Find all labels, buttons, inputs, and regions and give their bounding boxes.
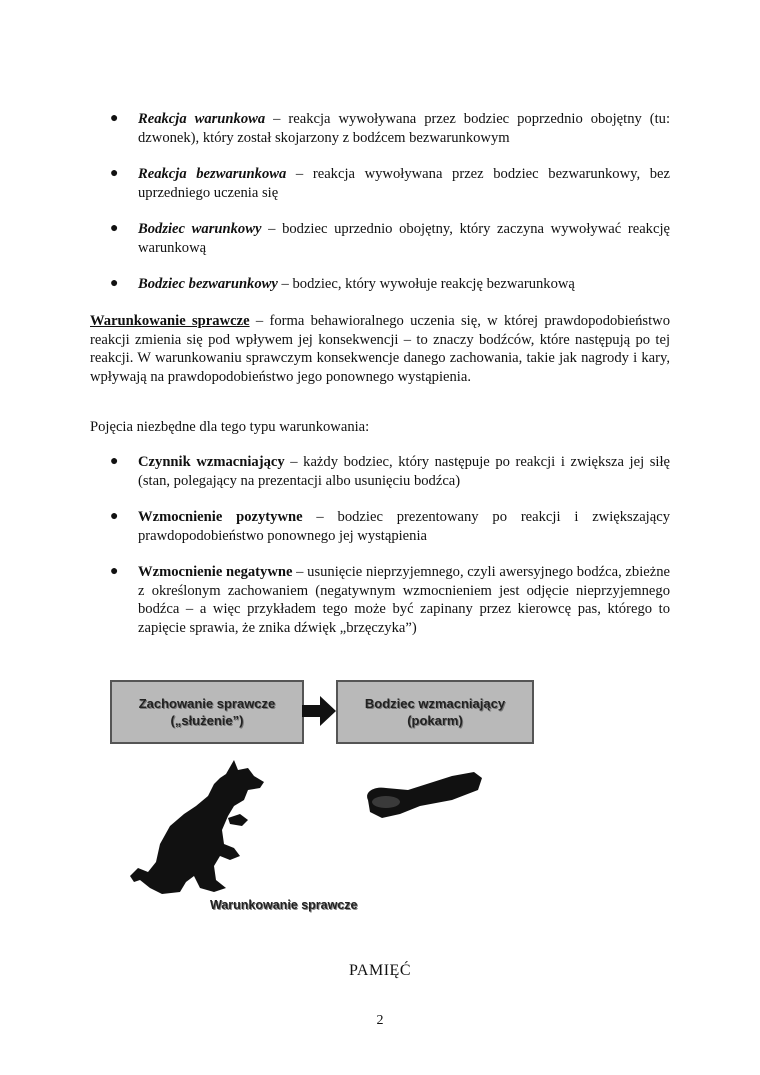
definitions-list-classical (110, 110, 670, 312)
definition: – bodziec uprzednio obojętny, który zaczyna wywoływać reakcję warunkową (138, 221, 670, 256)
reinforcer-box (336, 680, 534, 744)
definition: – usunięcie nieprzyjemnego, czyli awersyjnego bodźca, zbieżne z określonym zachowaniem (negatywnym wzmocnieniem jest odjęcie nieprzyjemnego bodźca – a więc przykładem tego może być zapinany przez kierowcę pas, którego to zapięcie sprawia, że znika dźwięk „brzęczyka”) (138, 564, 670, 636)
definition: – reakcja wywoływana przez bodziec bezwarunkowy, bez uprzedniego uczenia się (138, 166, 671, 201)
list-item (110, 220, 670, 257)
behavior-box-title: Zachowanie sprawcze (138, 696, 276, 711)
term: Wzmocnienie pozytywne (138, 509, 303, 525)
food-icon (360, 770, 490, 826)
term: Reakcja bezwarunkowa (138, 166, 287, 182)
dog-silhouette-icon (130, 756, 270, 896)
list-item (110, 563, 670, 637)
section-title: PAMIĘĆ (349, 962, 411, 979)
reinforcer-box-title: Bodziec wzmacniający (364, 696, 506, 711)
operant-conditioning-figure (110, 678, 535, 918)
definition: – bodziec prezentowany po reakcji i zwiększający prawdopodobieństwo ponownego jej wystąpienia (138, 509, 670, 544)
bullet-icon: ● (110, 276, 119, 291)
list-item (110, 453, 670, 490)
definition: – bodziec, który wywołuje reakcję bezwarunkową (277, 276, 575, 292)
term: Bodziec warunkowy (138, 221, 262, 237)
bullet-icon: ● (110, 454, 119, 469)
list-item (110, 508, 670, 545)
intro-paragraph: Pojęcia niezbędne dla tego typu warunkowania: (90, 419, 370, 435)
bullet-icon: ● (110, 166, 119, 181)
term: Czynnik wzmacniający (138, 454, 285, 470)
reinforcer-box-subtitle: (pokarm) (407, 713, 463, 728)
figure-caption: Warunkowanie sprawcze (210, 898, 358, 912)
list-item (110, 275, 670, 294)
behavior-box-subtitle: („służenie”) (170, 713, 244, 728)
behavior-box (110, 680, 304, 744)
definitions-list-operant (110, 453, 670, 655)
page-number: 2 (376, 1013, 384, 1028)
bullet-icon: ● (110, 221, 119, 236)
list-item (110, 110, 670, 147)
term: Wzmocnienie negatywne (138, 564, 293, 580)
definition: – każdy bodziec, który następuje po reakcji i zwiększa jej siłę (stan, polegający na prezentacji albo usunięciu bodźca) (138, 454, 670, 489)
bullet-icon: ● (110, 111, 119, 126)
term: Warunkowanie sprawcze (90, 313, 250, 329)
arrow-right-icon (302, 696, 336, 726)
bullet-icon: ● (110, 564, 119, 579)
definition: – forma behawioralnego uczenia się, w której prawdopodobieństwo reakcji zmienia się pod wpływem jej konsekwencji – to znaczy bodźców, które następują po tej reakcji. W warunkowaniu sprawczym konsekwencje danego zachowania, takie jak nagrody i kary, wpływają na prawdopodobieństwo jego ponownego wystąpienia. (90, 313, 670, 385)
term: Bodziec bezwarunkowy (138, 276, 278, 292)
list-item (110, 165, 670, 202)
definition: – reakcja wywoływana przez bodziec poprzednio obojętny (tu: dzwonek), który został skojarzony z bodźcem bezwarunkowym (138, 111, 671, 146)
term: Reakcja warunkowa (138, 111, 266, 127)
operant-conditioning-paragraph (90, 312, 670, 386)
bullet-icon: ● (110, 509, 119, 524)
